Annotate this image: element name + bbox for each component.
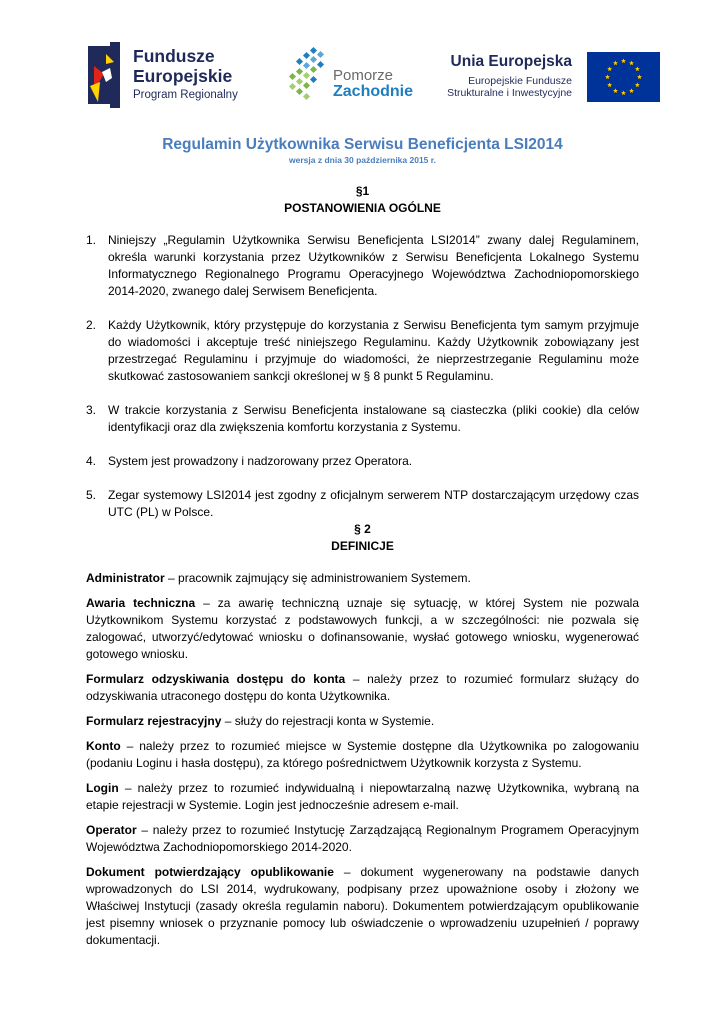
fe-logo-line1: Fundusze <box>133 46 215 66</box>
list-item-text: Niniejszy „Regulamin Użytkownika Serwisu Beneficjenta LSI2014” zwany dalej Regulaminem, określa warunki korzystania przez Użytkowników z Serwisu Beneficjenta Lokalnego Systemu Informatycznego Regionalnego Programu Operacyjnego Województwa Zachodniopomorskiego 2014-2020, zwanego dalej Serwisem Beneficjenta. <box>108 233 639 298</box>
definition-text: – pracownik zajmujący się administrowaniem Systemem. <box>164 571 471 585</box>
definition-item <box>86 595 639 663</box>
fe-logo-line3: Program Regionalny <box>133 89 238 101</box>
list-item-number: 5. <box>86 488 97 502</box>
section2-header <box>0 521 725 555</box>
definition-term: Formularz rejestracyjny <box>86 714 222 728</box>
pomorze-zachodnie-logo <box>287 44 417 108</box>
definition-text: – za awarię techniczną uznaje się sytuację, w której System nie pozwala Użytkownikom Systemu korzystać z podstawowych funkcji, a w szczególności: nie pozwala się zalogować, utworzyć/edytować wniosku o dofinansowanie, wysłać gotowego wniosku, wygenerować gotowego wniosku. <box>86 596 639 661</box>
definition-item <box>86 864 639 949</box>
list-item <box>86 232 639 300</box>
definition-item <box>86 713 639 730</box>
section1-symbol: §1 <box>355 184 370 198</box>
document-version-date: wersja z dnia 30 października 2015 r. <box>289 155 436 165</box>
section1-header <box>0 183 725 217</box>
definition-item <box>86 780 639 814</box>
list-item-text: Każdy Użytkownik, który przystępuje do korzystania z Serwisu Beneficjenta tym samym przyjmuje do wiadomości i akceptuje treść niniejszego Regulaminu. Każdy Użytkownik zobowiązany jest przestrzegać Regulaminu i przyjmuje do wiadomości, że nieprzestrzeganie Regulaminu może skutkować zastosowaniem sankcji określonej w § 8 punkt 5 Regulaminu. <box>108 318 639 383</box>
document-title: Regulamin Użytkownika Serwisu Beneficjenta LSI2014 <box>162 136 563 153</box>
list-item-text: W trakcie korzystania z Serwisu Beneficjenta instalowane są ciasteczka (pliki cookie) dla celów identyfikacji oraz dla zwiększenia komfortu korzystania z Systemu. <box>108 403 639 434</box>
pz-logo-line2: Zachodnie <box>333 83 414 100</box>
definition-text: – należy przez to rozumieć formularz służący do odzyskiwania utraconego dostępu do konta Użytkownika. <box>86 672 639 703</box>
fundusze-europejskie-logo <box>88 42 258 108</box>
list-item-number: 2. <box>86 318 97 332</box>
list-item <box>86 453 639 470</box>
ue-logo-line2: Europejskie Fundusze <box>468 74 572 87</box>
section1-heading: POSTANOWIENIA OGÓLNE <box>284 201 441 215</box>
list-item <box>86 487 639 521</box>
ue-logo-line3: Strukturalne i Inwestycyjne <box>447 86 572 99</box>
definition-term: Dokument potwierdzający opublikowanie <box>86 865 334 879</box>
ue-logo-line1: Unia Europejska <box>450 53 572 70</box>
section2-heading: DEFINICJE <box>331 539 394 553</box>
definition-text: – służy do rejestracji konta w Systemie. <box>221 714 435 728</box>
definition-term: Operator <box>86 823 137 837</box>
definition-text: – należy przez to rozumieć miejsce w Systemie dostępne dla Użytkownika po zalogowaniu (podaniu Loginu i hasła dostępu), za którego pośrednictwem Użytkownik korzysta z Systemu. <box>86 739 639 770</box>
unia-europejska-logo <box>430 50 660 106</box>
section2-symbol: § 2 <box>354 522 371 536</box>
list-item-number: 3. <box>86 403 97 417</box>
definition-item <box>86 671 639 705</box>
fe-logo-line2: Europejskie <box>133 65 233 86</box>
definition-term: Login <box>86 781 119 795</box>
definition-item <box>86 738 639 772</box>
eu-flag-icon <box>587 52 660 102</box>
list-item-text: Zegar systemowy LSI2014 jest zgodny z oficjalnym serwerem NTP dostarczającym urzędowy czas UTC (PL) w Polsce. <box>108 488 639 519</box>
list-item <box>86 317 639 385</box>
definition-text: – należy przez to rozumieć Instytucję Zarządzającą Regionalnym Programem Operacyjnym Województwa Zachodniopomorskiego 2014-2020. <box>86 823 639 854</box>
list-item-number: 1. <box>86 233 97 247</box>
list-item-number: 4. <box>86 454 97 468</box>
definition-text: – dokument wygenerowany na podstawie danych wprowadzonych do LSI 2014, wydrukowany, podpisany przez upoważnione osoby i złożony we Właściwej Instytucji (zasady określa regulamin naboru). Dokumentem potwierdzającym opublikowanie jest pisemny wniosek o przyznanie pomocy lub oświadczenie o wprowadzeniu uzupełnień / poprawy dokumentacji. <box>86 865 640 947</box>
definition-term: Konto <box>86 739 121 753</box>
definition-text: – należy przez to rozumieć indywidualną i niepowtarzalną nazwę Użytkownika, wybraną na etapie rejestracji w Systemie. Login jest jednocześnie adresem e-mail. <box>86 781 639 812</box>
definition-term: Awaria techniczna <box>86 596 196 610</box>
general-provisions-list <box>86 232 639 538</box>
pz-logo-line1: Pomorze <box>333 67 394 84</box>
list-item-text: System jest prowadzony i nadzorowany przez Operatora. <box>108 454 413 468</box>
fe-star-emblem-icon <box>88 42 132 108</box>
definition-item <box>86 570 639 587</box>
definition-item <box>86 822 639 856</box>
list-item <box>86 402 639 436</box>
pz-mosaic-emblem-icon <box>287 44 333 108</box>
definition-term: Administrator <box>86 571 165 585</box>
definition-term: Formularz odzyskiwania dostępu do konta <box>86 672 346 686</box>
definitions-list <box>86 570 639 957</box>
